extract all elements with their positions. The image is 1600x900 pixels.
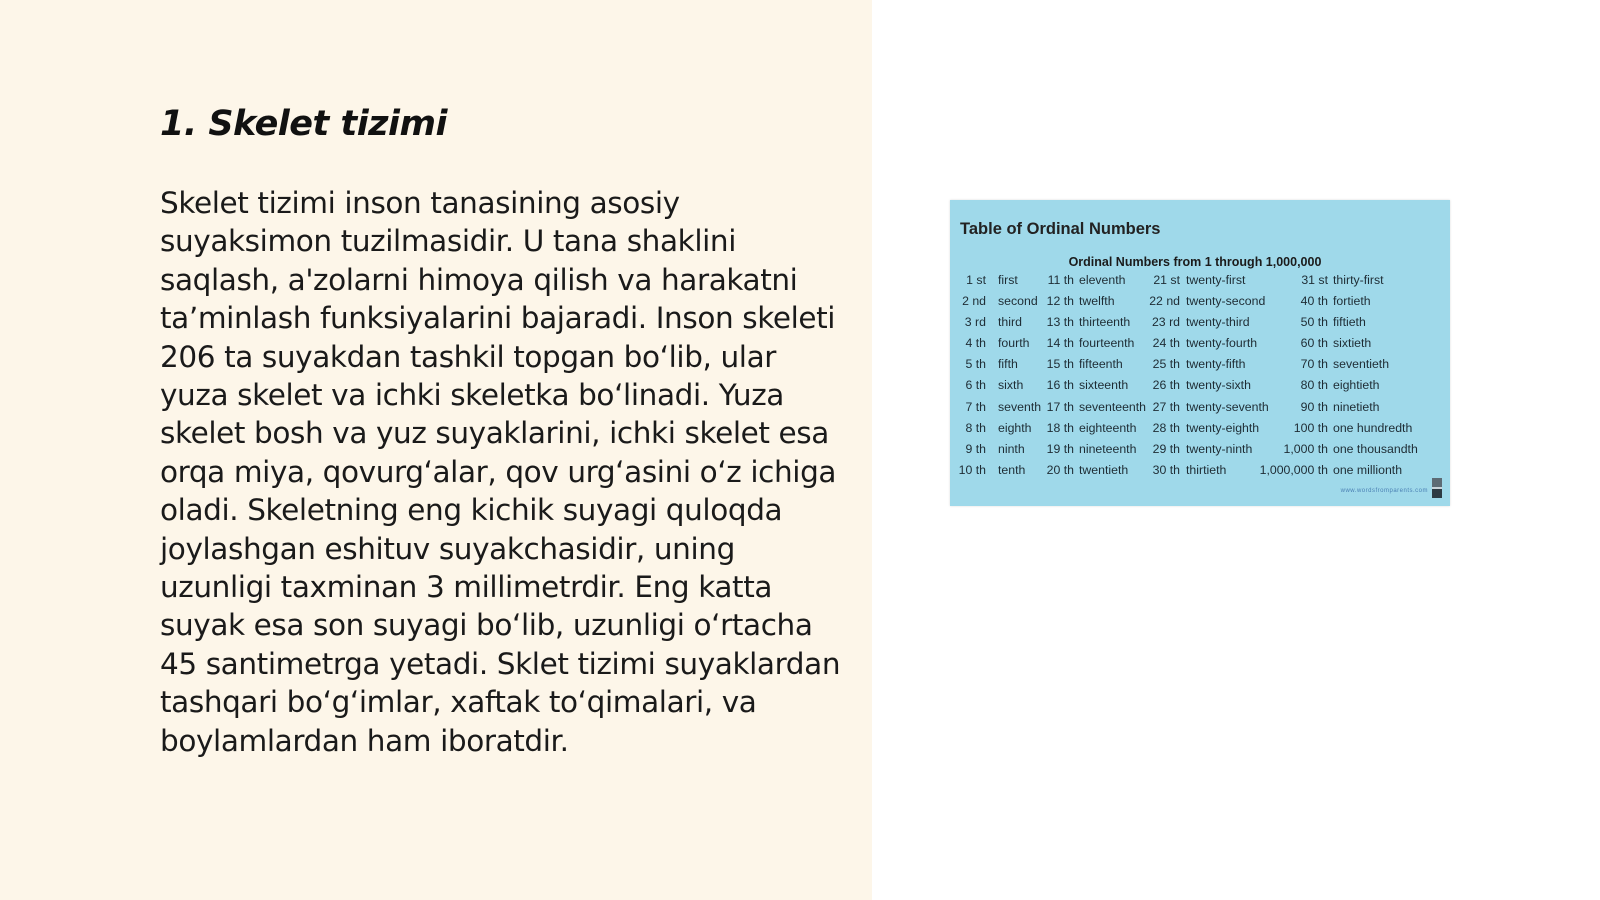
ordinal-number: 21 st [1153, 273, 1180, 287]
ordinal-number: 24 th [1152, 336, 1180, 351]
ordinal-number: 18 th [1046, 420, 1074, 435]
ordinal-number: 26 th [1152, 378, 1180, 393]
ordinal-word: twenty-ninth [1186, 441, 1253, 456]
ordinal-word: nineteenth [1079, 441, 1137, 456]
ordinal-word: thirteenth [1079, 315, 1131, 330]
ordinal-number: 14 th [1046, 336, 1074, 351]
ordinal-number: 25 th [1152, 357, 1180, 372]
ordinal-number: 23 rd [1151, 315, 1180, 330]
ordinal-word: one millionth [1333, 462, 1403, 477]
ordinal-number: 17 th [1046, 399, 1074, 414]
ordinal-word: one thousandth [1333, 441, 1418, 456]
ordinal-table [950, 273, 1450, 484]
ordinal-word: sixtieth [1333, 336, 1372, 351]
ordinal-number: 100 th [1293, 420, 1328, 435]
ordinal-number: 1,000,000 th [1259, 462, 1328, 477]
ordinal-word: twenty-second [1186, 294, 1266, 309]
ordinal-word: eighth [998, 420, 1032, 435]
ordinal-word: ninetieth [1333, 399, 1380, 414]
slide-body-text: Skelet tizimi inson tanasining asosiy suyaksimon tuzilmasidir. U tana shaklini saqlash, a'zolarni himoya qilish va harakatni ta’minlash funksiyalarini bajaradi. Inson skeleti 206 ta suyakdan tashkil topgan bo‘lib, ular yuza skelet va ichki skeletka bo‘linadi. Yuza skelet bosh va yuz suyaklarini, ichki skelet esa orqa miya, qovurg‘alar, qov urg‘asini o‘z ichiga oladi. Skeletning eng kichik suyagi quloqda joylashgan eshituv suyakchasidir, uning uzunligi taxminan 3 millimetrdir. Eng katta suyak esa son suyagi bo‘lib, uzunligi o‘rtacha 45 santimetrga yetadi. Sklet tizimi suyaklardan tashqari bo‘g‘imlar, xaftak to‘qimalari, va boylamlardan ham iboratdir. [160, 186, 841, 758]
ordinal-word: thirty-first [1333, 273, 1384, 287]
ordinal-word: fifth [998, 357, 1018, 372]
ordinal-number: 5 th [965, 357, 986, 372]
ordinal-row [950, 421, 1450, 442]
ordinal-word: tenth [998, 462, 1026, 477]
ordinal-number: 13 th [1046, 315, 1074, 330]
ordinal-number: 19 th [1046, 441, 1074, 456]
ordinal-word: one hundredth [1333, 420, 1413, 435]
ordinal-number: 50 th [1300, 315, 1328, 330]
ordinal-number: 2 nd [962, 294, 986, 309]
ordinal-word: eightieth [1333, 378, 1380, 393]
ordinal-number: 11 th [1047, 273, 1074, 287]
ordinal-row [950, 357, 1450, 378]
ordinal-number: 22 nd [1149, 294, 1180, 309]
ordinal-word: twenty-first [1186, 273, 1246, 287]
ordinal-word: twenty-fifth [1186, 357, 1246, 372]
ordinal-numbers-image [950, 200, 1450, 506]
ordinal-number: 3 rd [964, 315, 986, 330]
ordinal-word: twenty-eighth [1186, 420, 1260, 435]
ordinal-number: 20 th [1046, 462, 1074, 477]
ordinal-number: 12 th [1046, 294, 1074, 309]
ordinal-word: second [998, 294, 1038, 309]
ordinal-row [950, 315, 1450, 336]
ordinal-word: seventh [998, 399, 1042, 414]
ordinal-word: thirtieth [1186, 462, 1227, 477]
ordinal-word: eleventh [1079, 273, 1126, 287]
ordinal-row [950, 294, 1450, 315]
ordinal-number: 40 th [1300, 294, 1328, 309]
ordinal-word: sixteenth [1079, 378, 1129, 393]
ordinal-row [950, 336, 1450, 357]
ordinal-word: twelfth [1079, 294, 1115, 309]
ordinal-number: 27 th [1152, 399, 1180, 414]
ordinal-number: 16 th [1046, 378, 1074, 393]
ordinal-word: first [998, 273, 1018, 287]
ordinal-number: 90 th [1300, 399, 1328, 414]
ordinal-number: 70 th [1300, 357, 1328, 372]
image-title: Table of Ordinal Numbers [960, 220, 1161, 238]
image-watermark: www.wordsfromparents.com [1340, 488, 1428, 494]
ordinal-row [950, 463, 1450, 484]
slide-title: 1. Skelet tizimi [160, 104, 448, 144]
corner-logo-icon [1432, 478, 1442, 498]
ordinal-number: 30 th [1152, 462, 1180, 477]
ordinal-word: fifteenth [1079, 357, 1123, 372]
ordinal-word: fourth [998, 336, 1030, 351]
ordinal-row [950, 378, 1450, 399]
ordinal-number: 80 th [1300, 378, 1328, 393]
ordinal-number: 29 th [1152, 441, 1180, 456]
ordinal-word: twenty-fourth [1186, 336, 1258, 351]
ordinal-word: seventieth [1333, 357, 1390, 372]
ordinal-word: ninth [998, 441, 1025, 456]
ordinal-number: 7 th [965, 399, 986, 414]
ordinal-number: 8 th [965, 420, 986, 435]
ordinal-number: 28 th [1152, 420, 1180, 435]
ordinal-word: twentieth [1079, 462, 1129, 477]
ordinal-number: 15 th [1046, 357, 1074, 372]
ordinal-number: 9 th [965, 441, 986, 456]
ordinal-word: twenty-seventh [1186, 399, 1269, 414]
ordinal-word: fourteenth [1079, 336, 1135, 351]
ordinal-number: 10 th [958, 462, 986, 477]
ordinal-word: twenty-sixth [1186, 378, 1251, 393]
ordinal-number: 4 th [965, 336, 986, 351]
ordinal-word: fiftieth [1333, 315, 1366, 330]
ordinal-number: 60 th [1300, 336, 1328, 351]
ordinal-number: 1,000 th [1283, 441, 1328, 456]
ordinal-word: sixth [998, 378, 1024, 393]
ordinal-word: twenty-third [1186, 315, 1250, 330]
ordinal-number: 6 th [965, 378, 986, 393]
ordinal-row [950, 442, 1450, 463]
image-subtitle: Ordinal Numbers from 1 through 1,000,000 [1068, 255, 1322, 269]
ordinal-number: 1 st [966, 273, 986, 287]
ordinal-word: seventeenth [1079, 399, 1147, 414]
ordinal-number: 31 st [1301, 273, 1328, 287]
ordinal-row [950, 400, 1450, 421]
ordinal-word: third [998, 315, 1022, 330]
ordinal-row [950, 273, 1450, 294]
ordinal-word: eighteenth [1079, 420, 1137, 435]
ordinal-word: fortieth [1333, 294, 1371, 309]
